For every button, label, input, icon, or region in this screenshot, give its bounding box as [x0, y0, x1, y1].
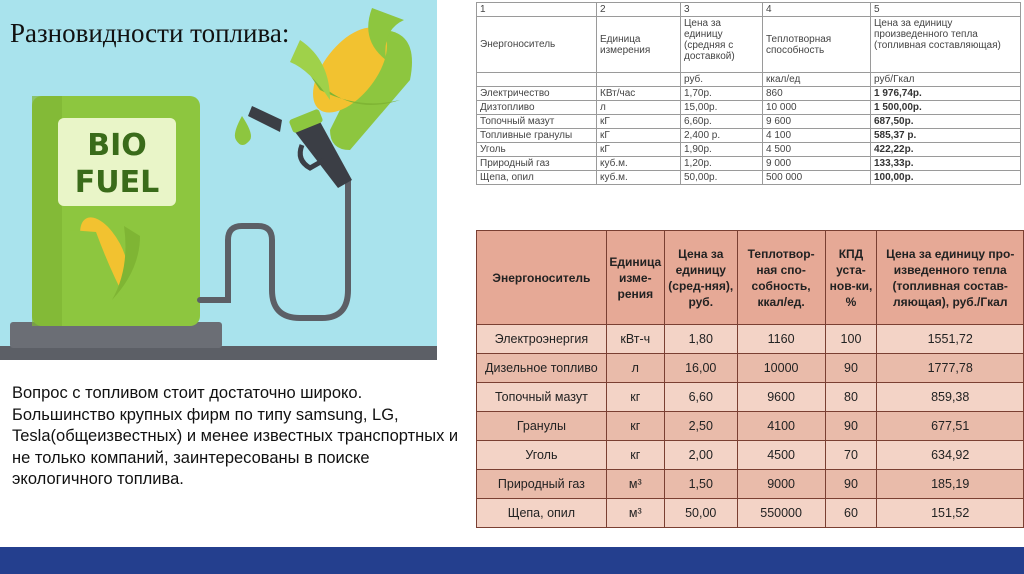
- header-cell: Цена за единицу (средняя с доставкой): [681, 17, 763, 73]
- table-cell: кг: [606, 412, 664, 441]
- fuel-label: FUEL: [74, 165, 160, 200]
- table-row: [477, 470, 1024, 499]
- table-cell: 1,90р.: [681, 143, 763, 157]
- table-cell: 1,20р.: [681, 157, 763, 171]
- header-cell: КПД уста-нов-ки, %: [825, 231, 877, 325]
- table-cell: 634,92: [877, 441, 1024, 470]
- table-cell: Природный газ: [477, 470, 607, 499]
- table-cell: 70: [825, 441, 877, 470]
- biofuel-pump-graphic: [0, 0, 437, 360]
- table-row: [477, 101, 1021, 115]
- table-cell: 4 500: [763, 143, 871, 157]
- table-cell: 50,00р.: [681, 171, 763, 185]
- table-cell: 1,80: [664, 325, 737, 354]
- table-cell: 677,51: [877, 412, 1024, 441]
- table-cell: Топливные гранулы: [477, 129, 597, 143]
- table-cell: 100,00р.: [871, 171, 1021, 185]
- table-cell: 550000: [737, 499, 825, 528]
- table-row: [477, 499, 1024, 528]
- table-cell: 9000: [737, 470, 825, 499]
- table-cell: Щепа, опил: [477, 171, 597, 185]
- biofuel-illustration: [0, 0, 437, 360]
- table-cell: кг: [606, 383, 664, 412]
- col-number: 1: [477, 3, 597, 17]
- table-cell: кГ: [597, 115, 681, 129]
- table-cell: Щепа, опил: [477, 499, 607, 528]
- header-cell: Единица изме-рения: [606, 231, 664, 325]
- table-row: [477, 441, 1024, 470]
- table-cell: 2,400 р.: [681, 129, 763, 143]
- table-cell: 859,38: [877, 383, 1024, 412]
- table-cell: кГ: [597, 143, 681, 157]
- table-cell: 1777,78: [877, 354, 1024, 383]
- table-cell: 4 100: [763, 129, 871, 143]
- table-row: [477, 157, 1021, 171]
- table-cell: 4500: [737, 441, 825, 470]
- table-row: [477, 171, 1021, 185]
- table-cell: 90: [825, 412, 877, 441]
- unit-cell: [477, 73, 597, 87]
- table-cell: 9 000: [763, 157, 871, 171]
- table-cell: куб.м.: [597, 171, 681, 185]
- table-cell: 1160: [737, 325, 825, 354]
- table-row: [477, 383, 1024, 412]
- fuel-price-table-new: [476, 230, 1024, 528]
- table-cell: Уголь: [477, 441, 607, 470]
- table-row: [477, 325, 1024, 354]
- table-cell: Гранулы: [477, 412, 607, 441]
- table-row: [477, 87, 1021, 101]
- column-number-row: [477, 3, 1021, 17]
- table-cell: Уголь: [477, 143, 597, 157]
- table-cell: 860: [763, 87, 871, 101]
- table-cell: Дизельное топливо: [477, 354, 607, 383]
- table-cell: л: [606, 354, 664, 383]
- table-cell: 6,60р.: [681, 115, 763, 129]
- ground-stripe: [0, 346, 437, 360]
- unit-cell: [597, 73, 681, 87]
- table-cell: Дизтопливо: [477, 101, 597, 115]
- table-cell: л: [597, 101, 681, 115]
- header-cell: Теплотвор-ная спо-собность, ккал/ед.: [737, 231, 825, 325]
- header-cell: Теплотворная способность: [763, 17, 871, 73]
- table-cell: куб.м.: [597, 157, 681, 171]
- header-cell: Энергоноситель: [477, 231, 607, 325]
- col-number: 5: [871, 3, 1021, 17]
- table-cell: кГ: [597, 129, 681, 143]
- table-cell: 500 000: [763, 171, 871, 185]
- table-cell: 9600: [737, 383, 825, 412]
- col-number: 4: [763, 3, 871, 17]
- table-cell: м³: [606, 499, 664, 528]
- table-cell: 90: [825, 470, 877, 499]
- table-row: [477, 143, 1021, 157]
- table-cell: 16,00: [664, 354, 737, 383]
- bottom-accent-bar: [0, 547, 1024, 574]
- fuel-hose: [200, 180, 348, 318]
- table-cell: 422,22р.: [871, 143, 1021, 157]
- slide-title: Разновидности топлива:: [10, 18, 290, 48]
- table-cell: 90: [825, 354, 877, 383]
- header-cell: Энергоноситель: [477, 17, 597, 73]
- table-row: [477, 412, 1024, 441]
- table-cell: 4100: [737, 412, 825, 441]
- col-number: 3: [681, 3, 763, 17]
- table-cell: 15,00р.: [681, 101, 763, 115]
- table-cell: кВт-ч: [606, 325, 664, 354]
- table-cell: 2,00: [664, 441, 737, 470]
- table-cell: 185,19: [877, 470, 1024, 499]
- table-row: [477, 115, 1021, 129]
- fuel-drop-icon: [235, 116, 251, 145]
- fuel-price-table-old: [476, 2, 1021, 185]
- table-cell: 100: [825, 325, 877, 354]
- header-row: [477, 17, 1021, 73]
- table-cell: 50,00: [664, 499, 737, 528]
- table-cell: 1,70р.: [681, 87, 763, 101]
- table-cell: 80: [825, 383, 877, 412]
- unit-cell: ккал/ед: [763, 73, 871, 87]
- header-cell: Цена за единицу про-изведенного тепла (топливная состав-ляющая), руб./Гкал: [877, 231, 1024, 325]
- table-cell: КВт/час: [597, 87, 681, 101]
- header-row: [477, 231, 1024, 325]
- table-cell: 687,50р.: [871, 115, 1021, 129]
- unit-cell: руб.: [681, 73, 763, 87]
- col-number: 2: [597, 3, 681, 17]
- table-cell: 1 976,74р.: [871, 87, 1021, 101]
- table-cell: 10 000: [763, 101, 871, 115]
- table-cell: Электроэнергия: [477, 325, 607, 354]
- bio-label: BIO: [87, 128, 147, 163]
- table-cell: кг: [606, 441, 664, 470]
- table-cell: 133,33р.: [871, 157, 1021, 171]
- table-cell: 9 600: [763, 115, 871, 129]
- table-cell: 6,60: [664, 383, 737, 412]
- header-cell: Единица измерения: [597, 17, 681, 73]
- header-cell: Цена за единицу (сред-няя), руб.: [664, 231, 737, 325]
- table-cell: Электричество: [477, 87, 597, 101]
- table-cell: 60: [825, 499, 877, 528]
- table-row: [477, 129, 1021, 143]
- table-cell: м³: [606, 470, 664, 499]
- slide-body-text: Вопрос с топливом стоит достаточно широко. Большинство крупных фирм по типу samsung, LG, Tesla(общеизвестных) и менее известных транспортных и не только компаний, заинтересованы в поиске экологичного топлива.: [12, 384, 459, 488]
- table-cell: 2,50: [664, 412, 737, 441]
- table-cell: 1,50: [664, 470, 737, 499]
- table-cell: 1551,72: [877, 325, 1024, 354]
- table-cell: 1 500,00р.: [871, 101, 1021, 115]
- table-cell: 151,52: [877, 499, 1024, 528]
- table-cell: 585,37 р.: [871, 129, 1021, 143]
- table-cell: Природный газ: [477, 157, 597, 171]
- units-row: [477, 73, 1021, 87]
- table-row: [477, 354, 1024, 383]
- table-cell: Топочный мазут: [477, 383, 607, 412]
- table-cell: 10000: [737, 354, 825, 383]
- header-cell: Цена за единицу произведенного тепла (топливная составляющая): [871, 17, 1021, 73]
- unit-cell: руб/Гкал: [871, 73, 1021, 87]
- table-cell: Топочный мазут: [477, 115, 597, 129]
